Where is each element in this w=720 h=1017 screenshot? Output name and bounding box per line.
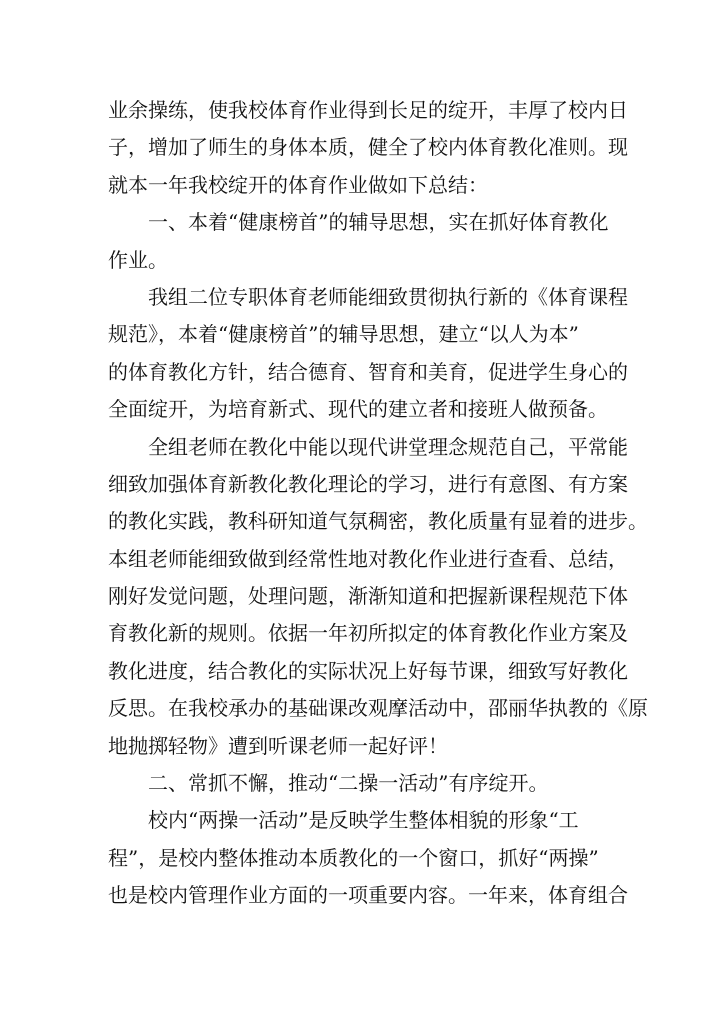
text-line: 教化进度，结合教化的实际状况上好每节课，细致写好教化 (108, 658, 628, 683)
text-line: 作业。 (108, 247, 168, 272)
text-line: 也是校内管理作业方面的一项重要内容。一年来，体育组合 (108, 883, 628, 908)
document-body (108, 92, 648, 915)
text-line: 育教化新的规则。依据一年初所拟定的体育教化作业方案及 (108, 621, 628, 646)
section-heading-1 (108, 204, 612, 279)
paragraph-two-exercises (108, 802, 628, 914)
text-line: 业余操练，使我校体育作业得到长足的绽开，丰厚了校内日 (108, 98, 628, 122)
text-line: 反思。在我校承办的基础课改观摩活动中，邵丽华执教的《原 (108, 696, 648, 721)
text-line: 我组二位专职体育老师能细致贯彻执行新的《体育课程 (148, 284, 628, 309)
text-line: 一、本着“健康榜首”的辅导思想，实在抓好体育教化 (148, 210, 609, 235)
text-line: 细致加强体育新教化教化理论的学习，进行有意图、有方案 (108, 471, 628, 496)
paragraph-intro-continued (108, 92, 628, 204)
text-line: 地抛掷轻物》遭到听课老师一起好评！ (108, 733, 448, 758)
text-line: 的体育教化方针，结合德育、智育和美育，促进学生身心的 (108, 359, 628, 384)
paragraph-teaching-practice (108, 429, 648, 766)
text-line: 校内“两操一活动”是反映学生整体相貌的形象“工 (148, 808, 579, 833)
text-line: 规范》，本着“健康榜首”的辅导思想，建立“以人为本” (108, 322, 579, 347)
section-heading-2 (108, 765, 612, 802)
text-line: 程”，是校内整体推动本质教化的一个窗口，抓好“两操” (108, 845, 599, 870)
text-line: 就本一年我校绽开的体育作业做如下总结： (108, 172, 488, 197)
text-line: 二、常抓不懈，推动“二操一活动”有序绽开。 (148, 771, 549, 796)
paragraph-teachers (108, 279, 628, 429)
text-line: 全面绽开，为培育新式、现代的建立者和接班人做预备。 (108, 397, 608, 422)
text-line: 本组老师能细致做到经常性地对教化作业进行查看、总结， (108, 546, 628, 571)
text-line: 子，增加了师生的身体本质，健全了校内体育教化准则。现 (108, 135, 628, 160)
text-line: 的教化实践，教科研知道气氛稠密，教化质量有显着的进步。 (108, 509, 648, 534)
text-line: 全组老师在教化中能以现代讲堂理念规范自己，平常能 (148, 434, 628, 459)
text-line: 刚好发觉问题，处理问题，渐渐知道和把握新课程规范下体 (108, 584, 628, 609)
